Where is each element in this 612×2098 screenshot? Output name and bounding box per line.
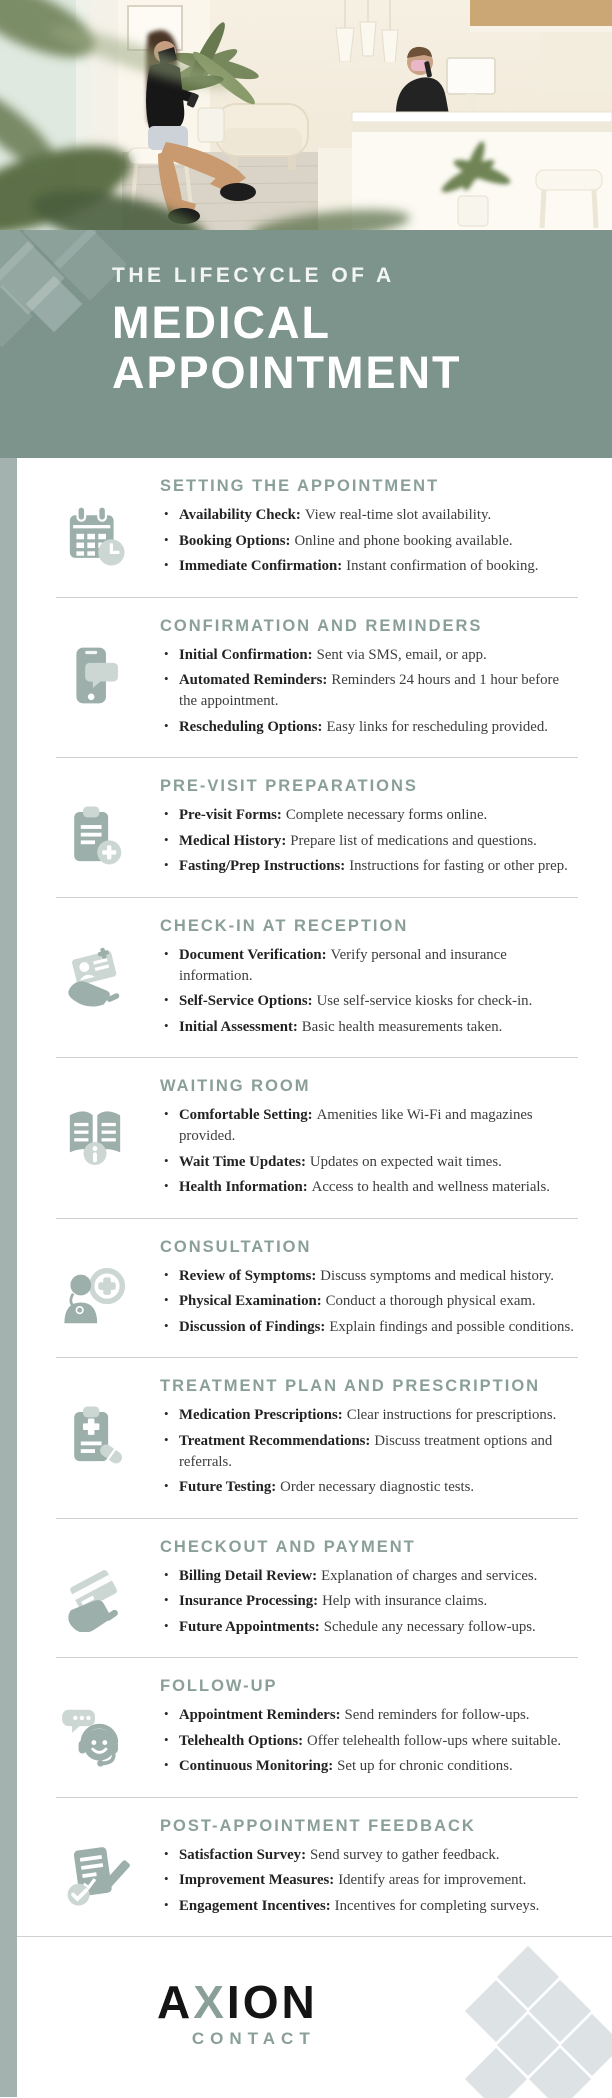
bullet-text: Order necessary diagnostic tests.: [280, 1479, 475, 1495]
bullet-list: [160, 505, 578, 577]
bullet-label: Medication Prescriptions:: [179, 1407, 343, 1423]
brand-subtitle: CONTACT: [191, 2029, 316, 2048]
bullet-list: [160, 1566, 578, 1638]
bullet-item: [160, 1705, 578, 1726]
bullet-item: [160, 1896, 578, 1917]
brand-logo: [157, 1976, 318, 2049]
section-waiting-room: [56, 1057, 578, 1218]
bullet-label: Wait Time Updates:: [179, 1153, 306, 1170]
brand-x-letter: X: [193, 1976, 227, 2028]
page-title-line2: APPOINTMENT: [112, 347, 462, 399]
bullet-item: [160, 556, 578, 577]
bullet-text: Instructions for fasting or other prep.: [349, 858, 568, 874]
bullet-text: Explain findings and possible conditions.: [329, 1318, 574, 1335]
bullet-list: [160, 1405, 578, 1498]
bullet-text: Online and phone booking available.: [294, 532, 513, 549]
section-heading: CHECK-IN AT RECEPTION: [160, 916, 409, 935]
bullet-item: [160, 670, 578, 712]
bullet-label: Document Verification:: [179, 946, 327, 963]
bullet-item: [160, 831, 578, 852]
bullet-item: [160, 717, 578, 738]
section-check-in-at-reception: [56, 897, 578, 1058]
section-heading: CHECKOUT AND PAYMENT: [160, 1537, 416, 1556]
section-consultation: [56, 1218, 578, 1358]
bullet-label: Health Information:: [179, 1179, 308, 1195]
bullet-list: [160, 1105, 578, 1198]
header-kicker: THE LIFECYCLE OF A: [112, 264, 395, 287]
bullet-label: Improvement Measures:: [179, 1872, 335, 1888]
bullet-list: [160, 1705, 578, 1777]
bullet-item: [160, 1756, 578, 1777]
bullet-item: [160, 1731, 578, 1752]
bullet-label: Billing Detail Review:: [179, 1567, 318, 1584]
bullet-text: Easy links for rescheduling provided.: [326, 718, 548, 735]
bullet-item: [160, 1017, 578, 1038]
section-checkout-and-payment: [56, 1518, 578, 1658]
bullet-text: Access to health and wellness materials.: [311, 1179, 550, 1195]
bullet-label: Review of Symptoms:: [179, 1267, 317, 1284]
bullet-text: Offer telehealth follow-ups where suitable.: [307, 1732, 562, 1749]
bullet-text: Discuss treatment options and referrals.: [179, 1432, 553, 1470]
section-treatment-plan-and-prescription: [56, 1357, 578, 1518]
bullet-item: [160, 991, 578, 1012]
bullet-list: [160, 1266, 578, 1338]
bullet-item: [160, 531, 578, 552]
bullet-item: [160, 1845, 578, 1866]
brand-wordmark: AXION: [157, 1976, 318, 2028]
bullet-item: [160, 1591, 578, 1612]
bullet-item: [160, 945, 578, 987]
bullet-label: Continuous Monitoring:: [179, 1758, 334, 1774]
bullet-item: [160, 1431, 578, 1473]
bullet-label: Initial Assessment:: [179, 1018, 298, 1035]
bullet-text: Explanation of charges and services.: [321, 1567, 538, 1584]
bullet-text: Identify areas for improvement.: [338, 1872, 527, 1888]
bullet-item: [160, 1105, 578, 1147]
bullet-item: [160, 645, 578, 666]
bullet-label: Self-Service Options:: [179, 993, 313, 1009]
bullet-item: [160, 1291, 578, 1312]
section-heading: WAITING ROOM: [160, 1077, 311, 1095]
book-info-icon: [56, 1075, 134, 1203]
section-follow-up: [56, 1657, 578, 1797]
bullet-label: Insurance Processing:: [179, 1593, 319, 1609]
bullet-label: Pre-visit Forms:: [179, 807, 282, 823]
bullet-item: [160, 805, 578, 826]
sections-area: [0, 458, 612, 1936]
bullet-item: [160, 1566, 578, 1587]
bullet-label: Treatment Recommendations:: [179, 1432, 371, 1449]
headset-chat-icon: [56, 1675, 134, 1782]
bullet-label: Booking Options:: [179, 532, 291, 549]
clipboard-plus-icon: [56, 775, 134, 882]
bullet-text: Verify personal and insurance information.: [179, 946, 507, 984]
bullet-text: View real-time slot availability.: [304, 507, 492, 523]
bullet-label: Automated Reminders:: [179, 672, 328, 688]
bullet-label: Comfortable Setting:: [179, 1107, 313, 1123]
phone-chat-icon: [56, 615, 134, 743]
footer: [17, 1936, 612, 2098]
section-heading: PRE-VISIT PREPARATIONS: [160, 777, 418, 795]
header-band: [0, 230, 612, 458]
sections: [56, 458, 578, 1936]
bullet-label: Engagement Incentives:: [179, 1897, 331, 1914]
bullet-label: Satisfaction Survey:: [179, 1846, 307, 1863]
bullet-item: [160, 856, 578, 877]
bullet-text: Instant confirmation of booking.: [346, 558, 539, 574]
section-post-appointment-feedback: [56, 1797, 578, 1937]
page-title-line1: MEDICAL: [112, 297, 331, 348]
clinic-waiting-room-photo: [0, 0, 612, 230]
bullet-item: [160, 1870, 578, 1891]
bullet-label: Fasting/Prep Instructions:: [179, 858, 346, 874]
bullet-label: Rescheduling Options:: [179, 718, 323, 735]
bullet-label: Medical History:: [179, 832, 287, 849]
bullet-text: Send survey to gather feedback.: [310, 1846, 500, 1863]
bullet-text: Reminders 24 hours and 1 hour before the appointment.: [179, 672, 560, 709]
bullet-item: [160, 1405, 578, 1426]
section-heading: CONFIRMATION AND REMINDERS: [160, 616, 483, 635]
clipboard-pill-icon: [56, 1375, 134, 1503]
bullet-label: Telehealth Options:: [179, 1732, 304, 1749]
bullet-item: [160, 1617, 578, 1638]
bullet-item: [160, 1477, 578, 1498]
bullet-label: Initial Confirmation:: [179, 646, 313, 663]
bullet-text: Conduct a thorough physical exam.: [325, 1293, 536, 1309]
bullet-item: [160, 1266, 578, 1287]
section-heading: POST-APPOINTMENT FEEDBACK: [160, 1816, 476, 1835]
bullet-list: [160, 805, 578, 877]
bullet-text: Basic health measurements taken.: [301, 1018, 503, 1035]
doctor-cross-icon: [56, 1236, 134, 1343]
bullet-label: Future Appointments:: [179, 1618, 320, 1635]
bullet-item: [160, 1317, 578, 1338]
calendar-clock-icon: [56, 475, 134, 582]
bullet-item: [160, 1177, 578, 1198]
bullet-label: Future Testing:: [179, 1479, 277, 1495]
bullet-label: Discussion of Findings:: [179, 1318, 326, 1335]
bullet-text: Updates on expected wait times.: [309, 1153, 502, 1170]
bullet-list: [160, 945, 578, 1038]
section-setting-the-appointment: [56, 458, 578, 597]
bullet-list: [160, 645, 578, 738]
survey-check-icon: [56, 1815, 134, 1922]
bullet-item: [160, 1152, 578, 1173]
bullet-item: [160, 505, 578, 526]
bullet-label: Immediate Confirmation:: [179, 558, 343, 574]
bullet-list: [160, 1845, 578, 1917]
card-hand-icon: [56, 1536, 134, 1643]
section-heading: CONSULTATION: [160, 1237, 312, 1256]
bullet-text: Use self-service kiosks for check-in.: [316, 993, 533, 1009]
bullet-text: Send reminders for follow-ups.: [344, 1707, 530, 1723]
bullet-label: Appointment Reminders:: [179, 1707, 341, 1723]
bullet-label: Availability Check:: [179, 507, 301, 523]
bullet-text: Complete necessary forms online.: [285, 807, 488, 823]
bullet-text: Incentives for completing surveys.: [334, 1897, 540, 1914]
bullet-text: Help with insurance claims.: [322, 1593, 488, 1609]
section-heading: SETTING THE APPOINTMENT: [160, 477, 440, 495]
bullet-label: Physical Examination:: [179, 1293, 322, 1309]
section-pre-visit-preparations: [56, 757, 578, 897]
section-heading: TREATMENT PLAN AND PRESCRIPTION: [160, 1377, 541, 1395]
section-heading: FOLLOW-UP: [160, 1677, 278, 1695]
bullet-text: Sent via SMS, email, or app.: [316, 646, 487, 663]
left-accent-stripe: [0, 458, 17, 2097]
bullet-text: Amenities like Wi-Fi and magazines provided.: [179, 1107, 533, 1144]
id-card-hand-icon: [56, 915, 134, 1043]
bullet-text: Clear instructions for prescriptions.: [346, 1407, 557, 1423]
section-confirmation-and-reminders: [56, 597, 578, 758]
bullet-text: Schedule any necessary follow-ups.: [323, 1618, 536, 1635]
bullet-text: Prepare list of medications and questions.: [290, 832, 537, 849]
bullet-text: Discuss symptoms and medical history.: [320, 1267, 554, 1284]
bullet-text: Set up for chronic conditions.: [337, 1758, 513, 1774]
